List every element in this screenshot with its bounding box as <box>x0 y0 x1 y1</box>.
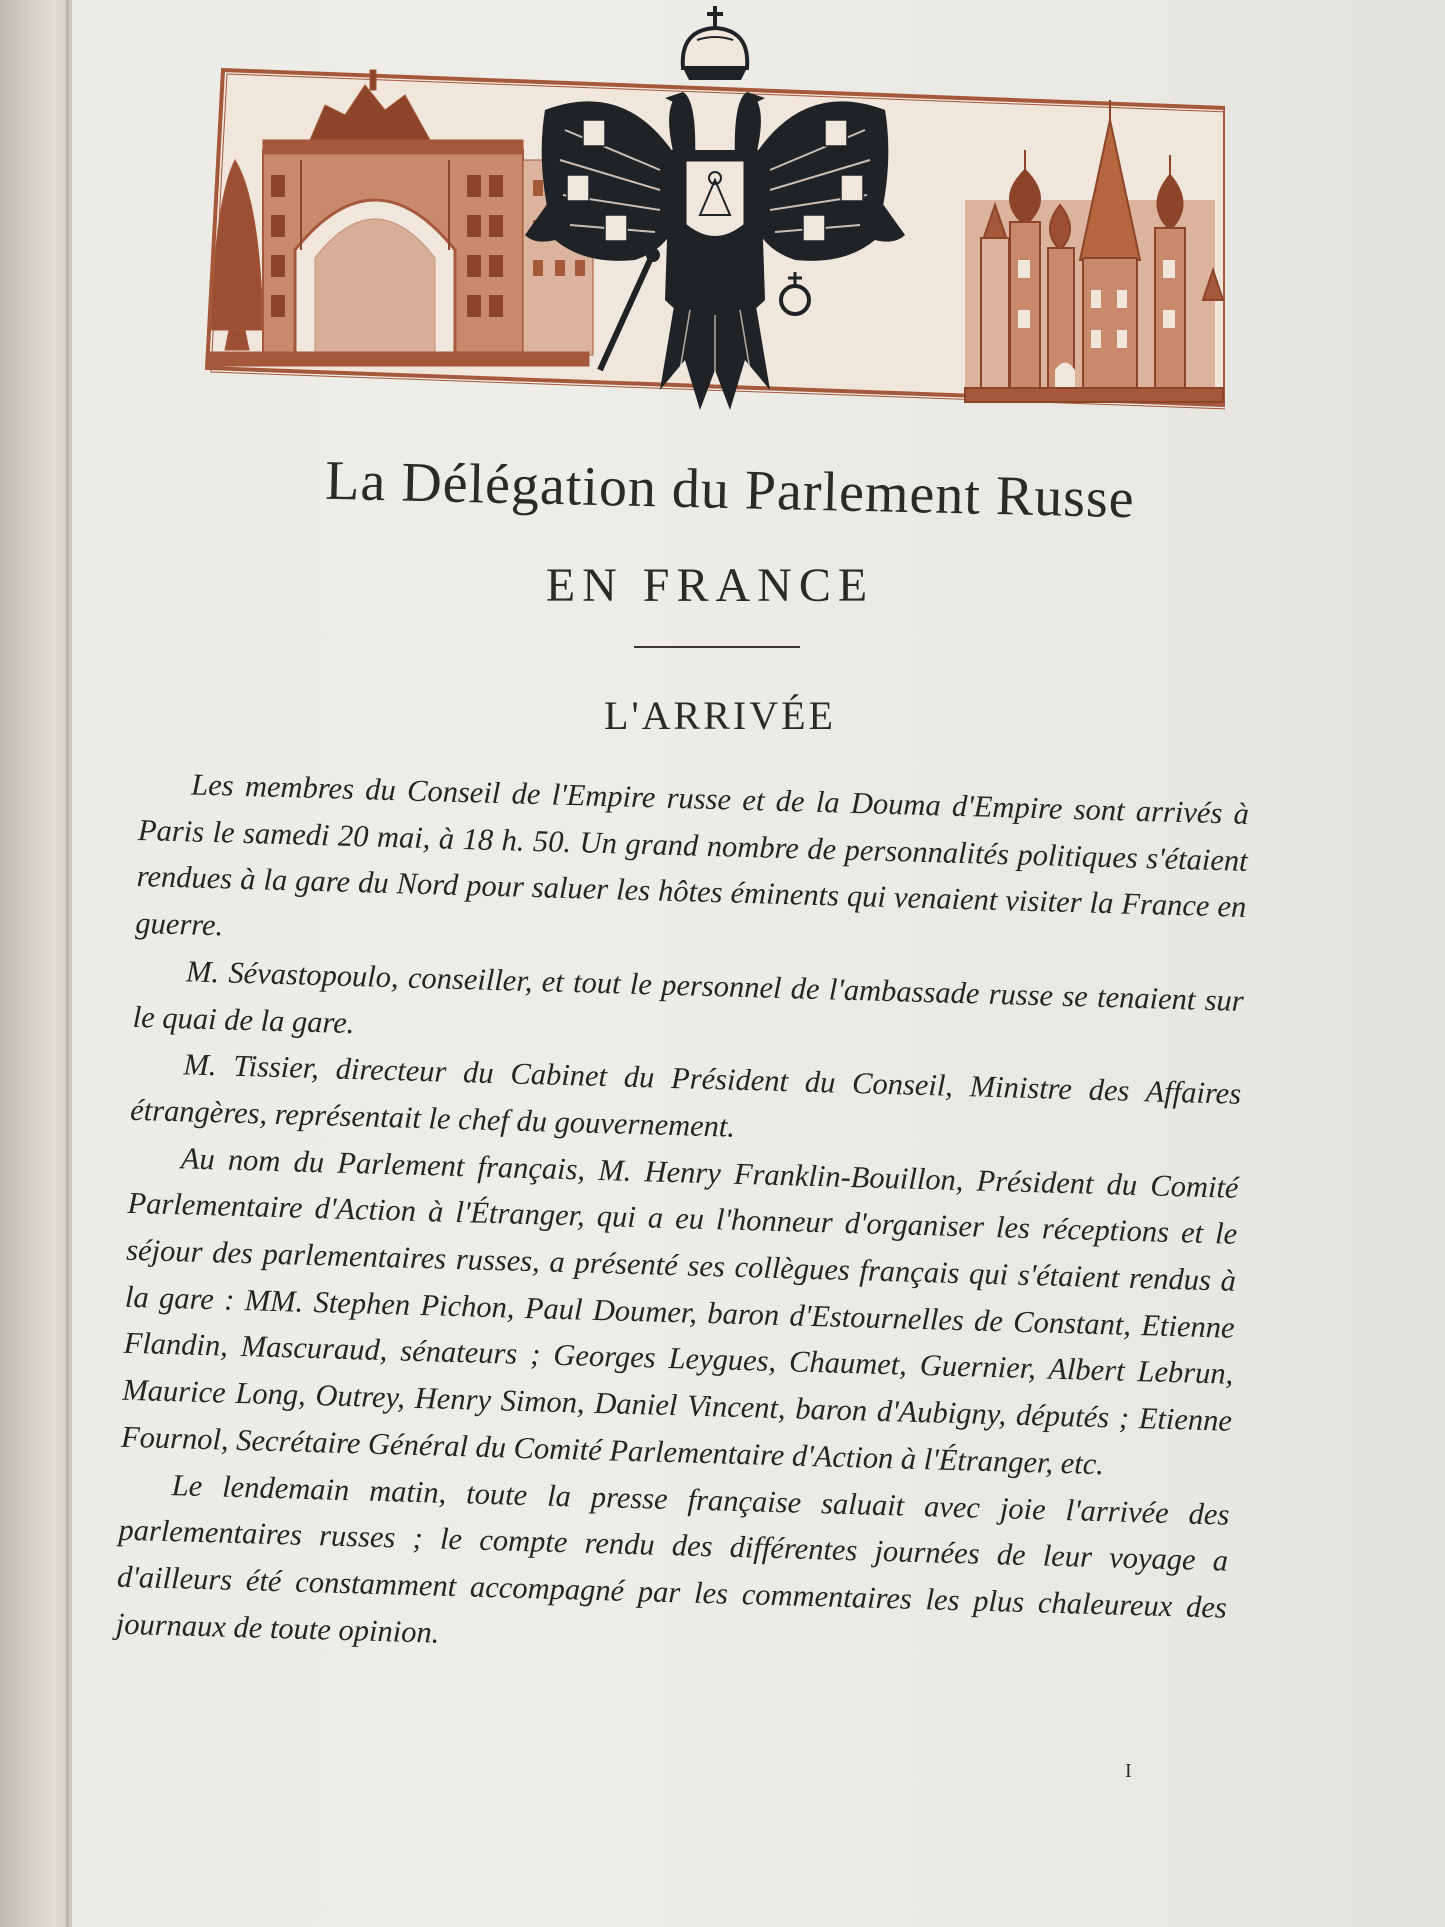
book-gutter <box>0 0 72 1927</box>
previous-page-edge <box>66 0 69 1927</box>
body-text <box>115 760 1249 1678</box>
paragraph: Le lendemain matin, toute la presse française saluait avec joie l'arrivée des parlementaires russes ; le compte rendu des différentes journées de leur voyage a d'ailleurs été constamment accompagné par les commentaires les plus chaleureux des journaux de toute opinion. <box>115 1467 1230 1650</box>
paragraph: M. Sévastopoulo, conseiller, et tout le personnel de l'ambassade russe se tenaient sur le quai de la gare. <box>132 954 1245 1040</box>
title-divider <box>634 646 800 648</box>
header-banner <box>205 0 1225 420</box>
section-heading: L'ARRIVÉE <box>604 693 836 738</box>
page-subtitle: EN FRANCE <box>545 559 875 612</box>
paragraph: Les membres du Conseil de l'Empire russe et de la Douma d'Empire sont arrivés à Paris le samedi 20 mai, à 18 h. 50. Un grand nombre de personnalités politiques s'étaient rendues à la gare du Nord pour saluer les hôtes éminents qui venaient visiter la France en guerre. <box>134 767 1250 943</box>
page-number: I <box>1125 1760 1132 1782</box>
page-title: La Délégation du Parlement Russe <box>324 449 1136 531</box>
paragraph: Au nom du Parlement français, M. Henry Franklin-Bouillon, Président du Comité Parlementaire d'Action à l'Étranger, qui a eu l'honneur d'organiser les réceptions et le séjour des parlementaires russes, a présenté ses collègues français qui s'étaient rendus à la gare : MM. Stephen Pichon, Paul Doumer, baron d'Estournelles de Constant, Etienne Flandin, Mascuraud, sénateurs ; Georges Leygues, Chaumet, Guernier, Albert Lebrun, Maurice Long, Outrey, Henry Simon, Daniel Vincent, baron d'Aubigny, députés ; Etienne Fournol, Secrétaire Général du Comité Parlementaire d'Action à l'Étranger, etc. <box>120 1140 1239 1482</box>
paragraph: M. Tissier, directeur du Cabinet du Président du Conseil, Ministre des Affaires étrangères, représentait le chef du gouvernement. <box>129 1047 1242 1144</box>
